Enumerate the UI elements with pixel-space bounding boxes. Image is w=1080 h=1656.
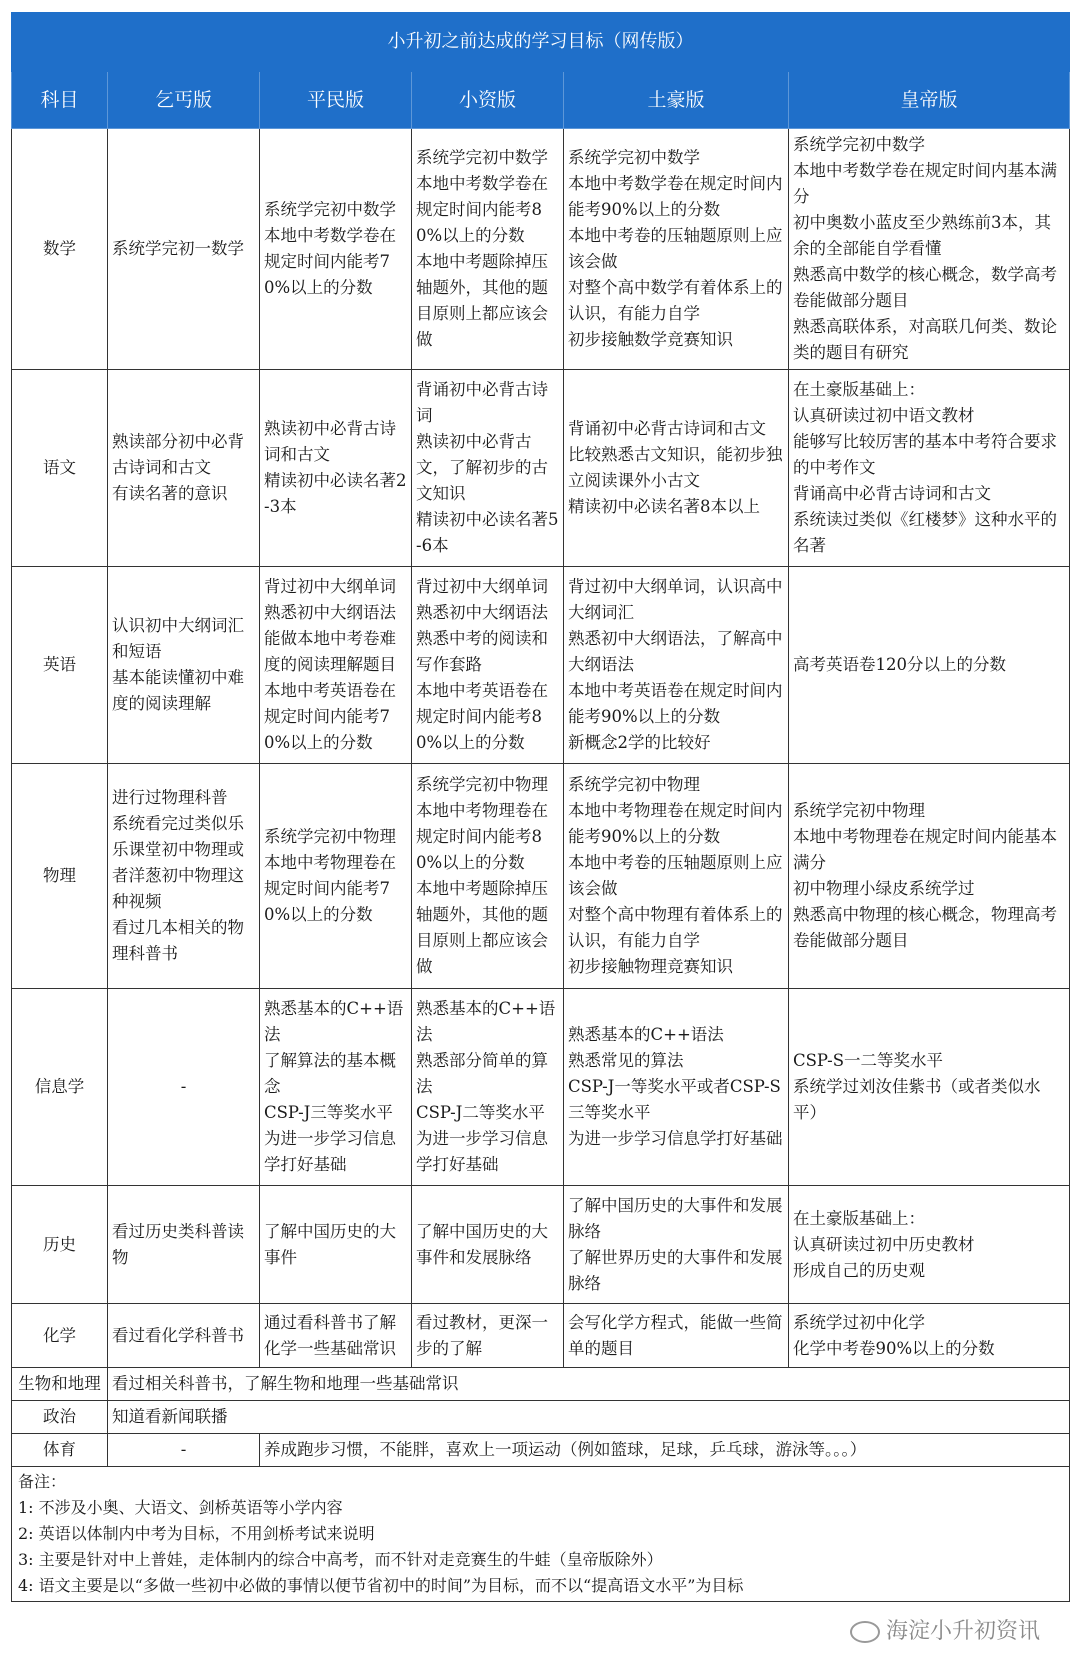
note-line: 1: 不涉及小奥、大语文、剑桥英语等小学内容 bbox=[18, 1498, 343, 1517]
table-cell: - bbox=[108, 1434, 260, 1467]
subject-cell: 生物和地理 bbox=[12, 1368, 108, 1401]
wechat-icon bbox=[850, 1621, 880, 1643]
subject-cell: 物理 bbox=[12, 764, 108, 989]
header-commoner: 平民版 bbox=[260, 72, 412, 129]
table-cell: 熟悉基本的C++语法 了解算法的基本概念 CSP-J三等奖水平 为进一步学习信息学打好基础 bbox=[260, 989, 412, 1186]
header-emperor: 皇帝版 bbox=[789, 72, 1070, 129]
table-row bbox=[12, 1434, 1070, 1467]
note-line: 2: 英语以体制内中考为目标，不用剑桥考试来说明 bbox=[18, 1524, 375, 1543]
table-cell: 熟悉基本的C++语法 熟悉部分简单的算法 CSP-J二等奖水平 为进一步学习信息学打好基础 bbox=[412, 989, 564, 1186]
goals-table bbox=[11, 12, 1070, 1602]
table-cell: 系统学完初中物理 本地中考物理卷在规定时间内能考90%以上的分数 本地中考卷的压轴题原则上应该会做 对整个高中物理有着体系上的认识，有能力自学 初步接触物理竞赛知识 bbox=[564, 764, 789, 989]
table-cell: 系统学完初中数学 本地中考数学卷在规定时间内能考80%以上的分数 本地中考题除掉压轴题外，其他的题目原则上都应该会做 bbox=[412, 129, 564, 370]
table-cell: 背诵初中必背古诗词和古文 比较熟悉古文知识，能初步独立阅读课外小古文 精读初中必读名著8本以上 bbox=[564, 370, 789, 567]
table-cell: 通过看科普书了解化学一些基础常识 bbox=[260, 1304, 412, 1368]
table-cell: 知道看新闻联播 bbox=[108, 1401, 1070, 1434]
table-cell: CSP-S一二等奖水平 系统学过刘汝佳紫书（或者类似水平） bbox=[789, 989, 1070, 1186]
table-row bbox=[12, 370, 1070, 567]
notes-heading: 备注： bbox=[18, 1472, 67, 1491]
table-cell: 熟读初中必背古诗词和古文 精读初中必读名著2-3本 bbox=[260, 370, 412, 567]
subject-cell: 政治 bbox=[12, 1401, 108, 1434]
subject-cell: 化学 bbox=[12, 1304, 108, 1368]
table-cell: 了解中国历史的大事件和发展脉络 了解世界历史的大事件和发展脉络 bbox=[564, 1186, 789, 1304]
watermark bbox=[850, 1614, 1040, 1645]
table-cell: 系统学过初中化学 化学中考卷90%以上的分数 bbox=[789, 1304, 1070, 1368]
goals-table-container bbox=[11, 12, 1069, 1602]
subject-cell: 体育 bbox=[12, 1434, 108, 1467]
table-cell: 了解中国历史的大事件 bbox=[260, 1186, 412, 1304]
header-petty-bourgeois: 小资版 bbox=[412, 72, 564, 129]
table-cell: 在土豪版基础上： 认真研读过初中语文教材 能够写比较厉害的基本中考符合要求的中考作文 背诵高中必背古诗词和古文 系统读过类似《红楼梦》这种水平的名著 bbox=[789, 370, 1070, 567]
table-cell: 看过教材，更深一步的了解 bbox=[412, 1304, 564, 1368]
subject-cell: 历史 bbox=[12, 1186, 108, 1304]
header-subject: 科目 bbox=[12, 72, 108, 129]
subject-cell: 信息学 bbox=[12, 989, 108, 1186]
table-cell: 系统学完初中物理 本地中考物理卷在规定时间内能考70%以上的分数 bbox=[260, 764, 412, 989]
table-cell: 系统学完初中物理 本地中考物理卷在规定时间内能考80%以上的分数 本地中考题除掉压轴题外，其他的题目原则上都应该会做 bbox=[412, 764, 564, 989]
table-row bbox=[12, 129, 1070, 370]
table-cell: 系统学完初中物理 本地中考物理卷在规定时间内能基本满分 初中物理小绿皮系统学过 熟悉高中物理的核心概念，物理高考卷能做部分题目 bbox=[789, 764, 1070, 989]
table-cell: 背过初中大纲单词，认识高中大纲词汇 熟悉初中大纲语法，了解高中大纲语法 本地中考英语卷在规定时间内能考90%以上的分数 新概念2学的比较好 bbox=[564, 567, 789, 764]
note-line: 4: 语文主要是以“多做一些初中必做的事情以便节省初中的时间”为目标，而不以“提高语文水平”为目标 bbox=[18, 1576, 744, 1595]
table-row bbox=[12, 1368, 1070, 1401]
subject-cell: 数学 bbox=[12, 129, 108, 370]
table-cell: 背过初中大纲单词 熟悉初中大纲语法 熟悉中考的阅读和写作套路 本地中考英语卷在规定时间内能考80%以上的分数 bbox=[412, 567, 564, 764]
table-cell: 在土豪版基础上： 认真研读过初中历史教材 形成自己的历史观 bbox=[789, 1186, 1070, 1304]
table-cell: 进行过物理科普 系统看完过类似乐乐课堂初中物理或者洋葱初中物理这种视频 看过几本相关的物理科普书 bbox=[108, 764, 260, 989]
table-row bbox=[12, 567, 1070, 764]
table-cell: 看过相关科普书，了解生物和地理一些基础常识 bbox=[108, 1368, 1070, 1401]
table-cell: 系统学完初中数学 本地中考数学卷在规定时间内能考70%以上的分数 bbox=[260, 129, 412, 370]
table-cell: 系统学完初一数学 bbox=[108, 129, 260, 370]
table-cell: 熟悉基本的C++语法 熟悉常见的算法 CSP-J一等奖水平或者CSP-S三等奖水平 为进一步学习信息学打好基础 bbox=[564, 989, 789, 1186]
table-cell: 了解中国历史的大事件和发展脉络 bbox=[412, 1186, 564, 1304]
table-row bbox=[12, 1304, 1070, 1368]
table-cell: 系统学完初中数学 本地中考数学卷在规定时间内能考90%以上的分数 本地中考卷的压轴题原则上应该会做 对整个高中数学有着体系上的认识，有能力自学 初步接触数学竞赛知识 bbox=[564, 129, 789, 370]
table-title: 小升初之前达成的学习目标（网传版） bbox=[12, 13, 1070, 72]
table-cell: 背过初中大纲单词 熟悉初中大纲语法 能做本地中考卷难度的阅读理解题目 本地中考英语卷在规定时间内能考70%以上的分数 bbox=[260, 567, 412, 764]
subject-cell: 语文 bbox=[12, 370, 108, 567]
notes-cell bbox=[12, 1467, 1070, 1602]
header-beggar: 乞丐版 bbox=[108, 72, 260, 129]
table-cell: 认识初中大纲词汇和短语 基本能读懂初中难度的阅读理解 bbox=[108, 567, 260, 764]
table-cell: 会写化学方程式，能做一些简单的题目 bbox=[564, 1304, 789, 1368]
table-cell: 看过看化学科普书 bbox=[108, 1304, 260, 1368]
table-cell: 养成跑步习惯，不能胖，喜欢上一项运动（例如篮球，足球，乒乓球，游泳等。。。） bbox=[260, 1434, 1070, 1467]
table-cell: 高考英语卷120分以上的分数 bbox=[789, 567, 1070, 764]
note-line: 3: 主要是针对中上普娃，走体制内的综合中高考，而不针对走竞赛生的牛蛙（皇帝版除外） bbox=[18, 1550, 663, 1569]
table-cell: 熟读部分初中必背古诗词和古文 有读名著的意识 bbox=[108, 370, 260, 567]
table-cell: - bbox=[108, 989, 260, 1186]
table-cell: 看过历史类科普读物 bbox=[108, 1186, 260, 1304]
table-row bbox=[12, 764, 1070, 989]
header-tycoon: 土豪版 bbox=[564, 72, 789, 129]
table-row bbox=[12, 989, 1070, 1186]
table-cell: 背诵初中必背古诗词 熟读初中必背古文，了解初步的古文知识 精读初中必读名著5-6本 bbox=[412, 370, 564, 567]
table-row bbox=[12, 1401, 1070, 1434]
notes-row bbox=[12, 1467, 1070, 1602]
table-row bbox=[12, 1186, 1070, 1304]
table-cell: 系统学完初中数学 本地中考数学卷在规定时间内基本满分 初中奥数小蓝皮至少熟练前3本，其余的全部能自学看懂 熟悉高中数学的核心概念，数学高考卷能做部分题目 熟悉高联体系，对高联几何类、数论类的题目有研究 bbox=[789, 129, 1070, 370]
watermark-text: 海淀小升初资讯 bbox=[885, 1619, 1040, 1644]
subject-cell: 英语 bbox=[12, 567, 108, 764]
